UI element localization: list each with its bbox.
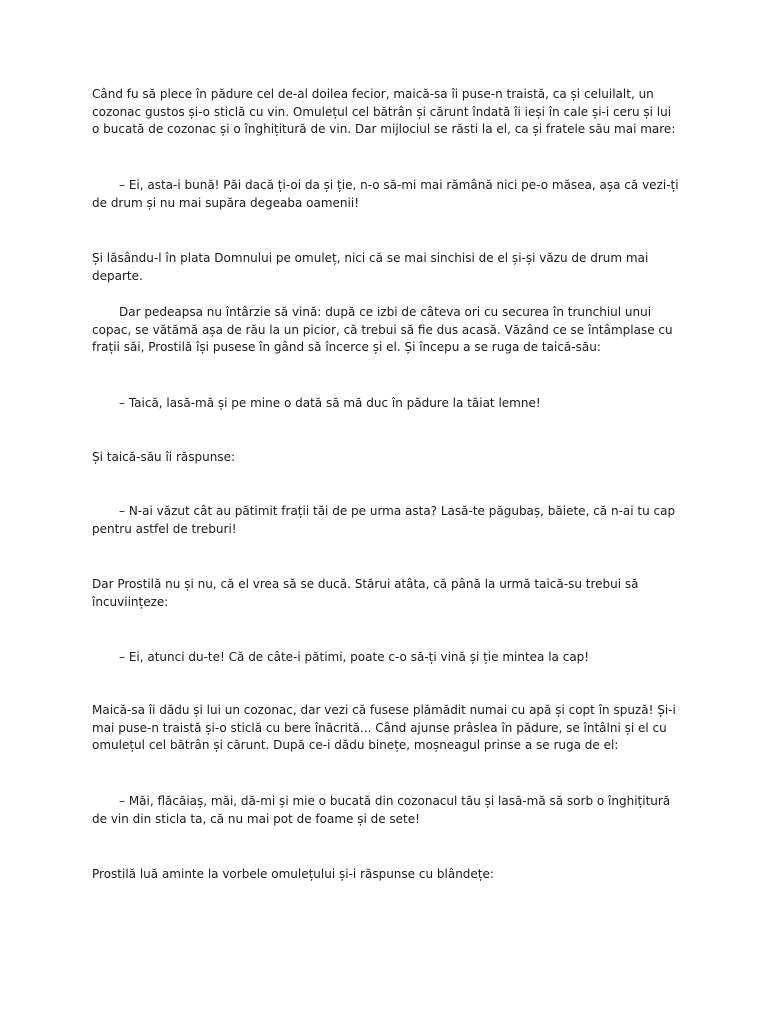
paragraph-narrative-insists: Dar Prostilă nu și nu, că el vrea să se ducă. Stărui atâta, că până la urmă taică-su trebui să încuviințeze: [92,577,639,609]
paragraph-dialogue-prostila-request: – Taică, lasă-mă și pe mine o dată să mă duc în pădure la tăiat lemne! [119,396,541,410]
paragraph-narrative-punishment: Dar pedeapsa nu întârzie să vină: după ce izbi de câteva ori cu securea în trunchiul unui copac, se vătămă așa de rău la un picior, că trebui să fie dus acasă. Văzând ce se întâmplase cu frații săi, Prostilă își pusese în gând să încerce și el. Și începu a se ruga de taică-său: [92,305,673,354]
paragraph-narrative-leaving: Și lăsându-l în plata Domnului pe omuleț, nici că se mai sinchisi de el și-și văzu de drum mai departe. [92,251,649,283]
paragraph-dialogue-permission: – Ei, atunci du-te! Că de câte-i pătimi, poate c-o să-ți vină și ție mintea la cap! [119,650,590,664]
paragraph-narrative-prostila-replies: Prostilă luă aminte la vorbele omulețului și-i răspunse cu blândețe: [92,867,494,881]
paragraph-narrative-cake: Maică-sa îi dădu și lui un cozonac, dar vezi că fusese plămădit numai cu apă și copt în spuză! Și-i mai puse-n traistă și-o sticlă cu bere înăcrită... Când ajunse prâslea în pădure, se întâlni și el cu omulețul cel bătrân și cărunt. După ce-i dădu binețe, moșneagul prinse a se ruga de el: [92,703,676,752]
paragraph-dialogue-old-man: – Măi, flăcăiaș, măi, dă-mi și mie o bucată din cozonacul tău și lasă-mă să sorb o înghițitură de vin din sticla ta, că nu mai pot de foame și de sete! [92,794,671,826]
paragraph-dialogue-father: – N-ai văzut cât au pătimit frații tăi de pe urma asta? Lasă-te păgubaș, băiete, că n-ai tu cap pentru astfel de treburi! [92,504,676,536]
paragraph-narrative-second-son: Când fu să plece în pădure cel de-al doilea fecior, maică-sa îi puse-n traistă, ca și celuilalt, un cozonac gustos și-o sticlă cu vin. Omulețul cel bătrân și cărunt îndată îi ieși în cale și-i ceru și lui o bucată de cozonac și o înghițitură de vin. Dar mijlociul se răsti la el, ca și fratele său mai mare: [92,87,676,136]
paragraph-dialogue-middle-son: – Ei, asta-i bună! Păi dacă ți-oi da și ție, n-o să-mi mai rămână nici pe-o măsea, așa că vezi-ți de drum și nu mai supăra degeaba oamenii! [92,178,679,210]
paragraph-narrative-father-answers: Și taică-său îi răspunse: [92,450,235,464]
